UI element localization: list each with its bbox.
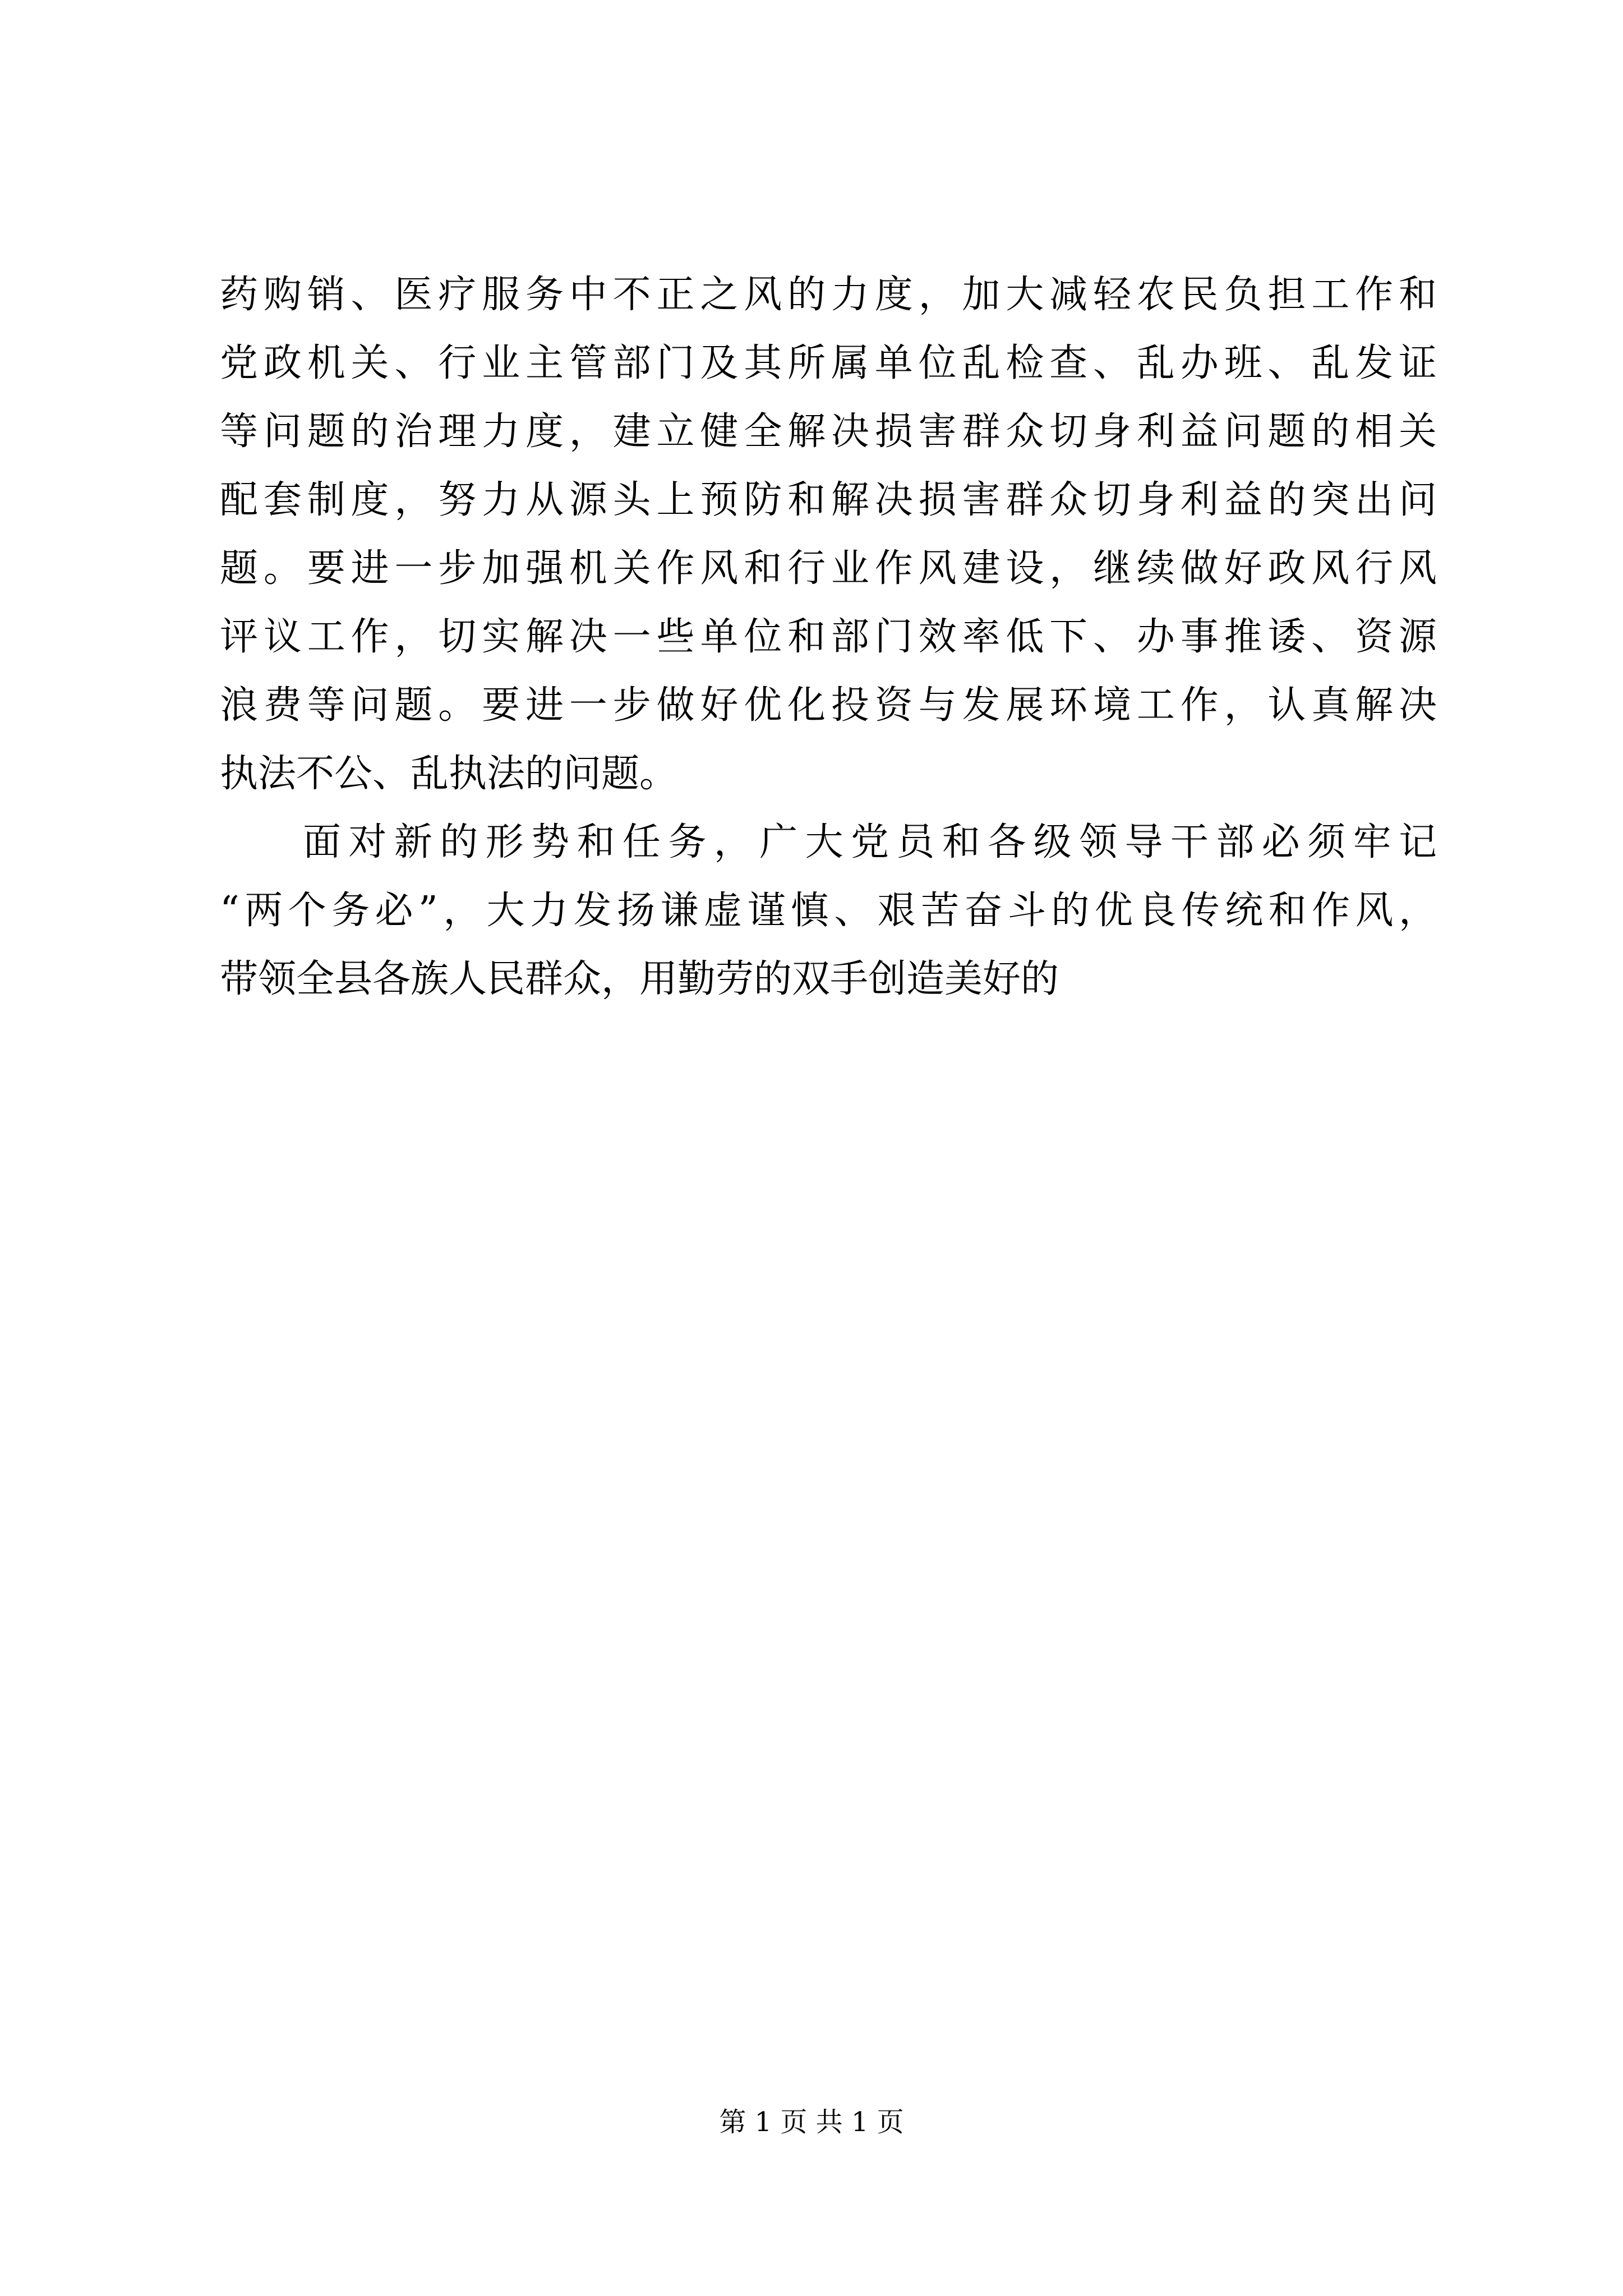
paragraph-2-line-3: 带领全县各族人民群众，用勤劳的双手创造美好的 <box>220 957 1059 1001</box>
page-number-footer: 第 1 页 共 1 页 <box>719 2106 904 2138</box>
paragraph-1-line-4: 配套制度，努力从源头上预防和解决损害群众切身利益的突出问 <box>220 478 1437 522</box>
paragraph-2-line-1: 面对新的形势和任务，广大党员和各级领导干部必须牢记 <box>303 820 1437 864</box>
paragraph-1-line-6: 评议工作，切实解决一些单位和部门效率低下、办事推诿、资源 <box>220 615 1437 659</box>
body-text <box>220 261 1437 1014</box>
paragraph-1-line-3: 等问题的治理力度，建立健全解决损害群众切身利益问题的相关 <box>220 409 1437 454</box>
paragraph-1-line-7: 浪费等问题。要进一步做好优化投资与发展环境工作，认真解决 <box>220 683 1437 728</box>
paragraph-1-line-1: 药购销、医疗服务中不正之风的力度，加大减轻农民负担工作和 <box>220 273 1437 317</box>
paragraph-1-line-8: 执法不公、乱执法的问题。 <box>220 752 678 796</box>
paragraph-1-line-5: 题。要进一步加强机关作风和行业作风建设，继续做好政风行风 <box>220 546 1437 591</box>
paragraph-1-line-2: 党政机关、行业主管部门及其所属单位乱检查、乱办班、乱发证 <box>220 341 1437 385</box>
paragraph-2-line-2: “两个务必”，大力发扬谦虚谨慎、艰苦奋斗的优良传统和作风， <box>220 889 1437 933</box>
